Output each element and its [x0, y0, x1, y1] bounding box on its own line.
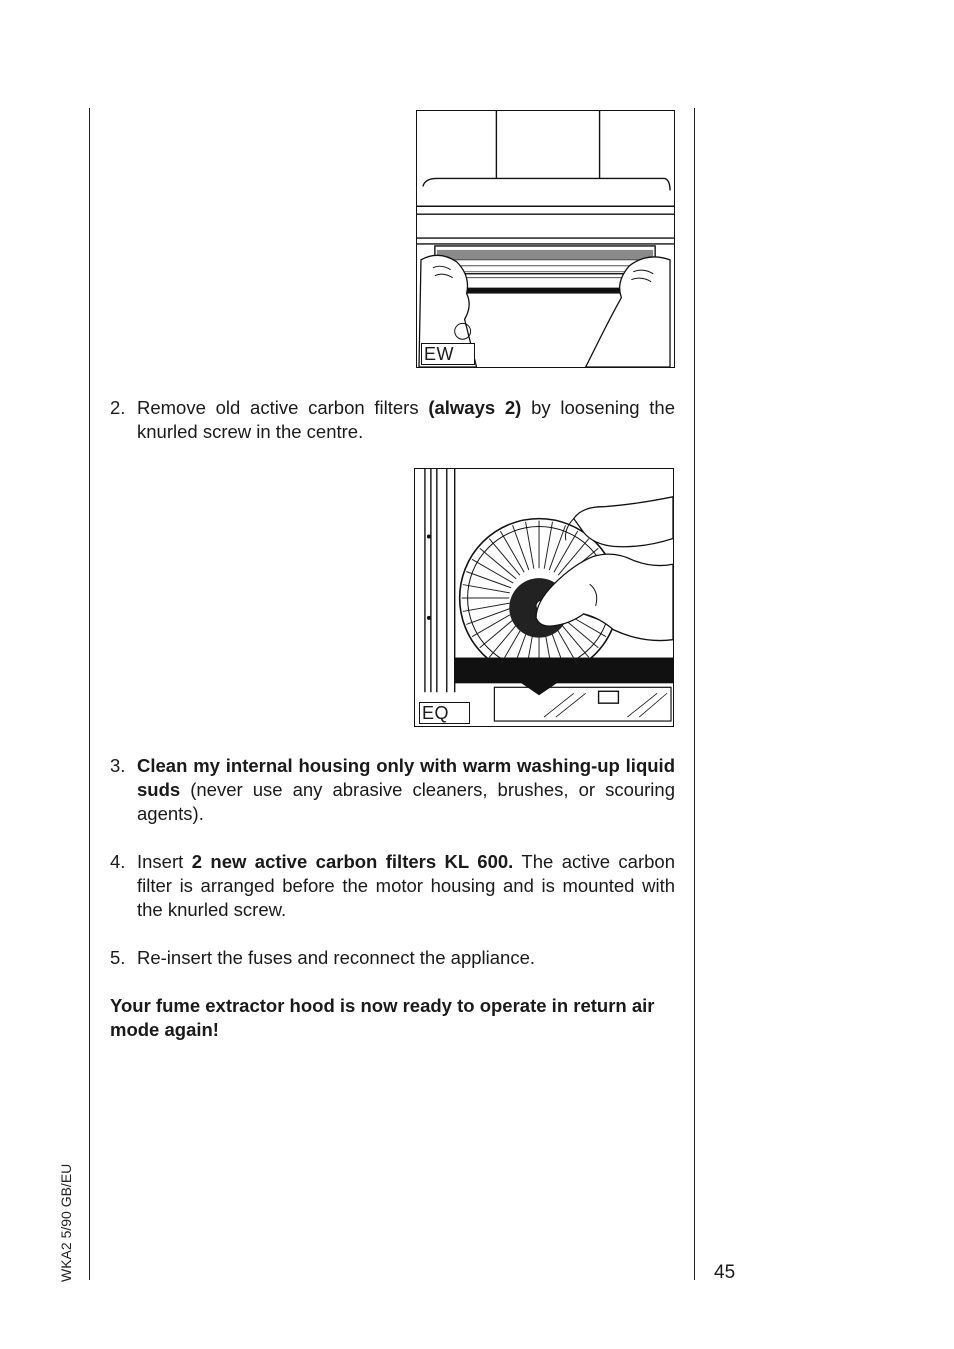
figure-eq — [414, 468, 674, 727]
closing-statement: Your fume extractor hood is now ready to operate in return air mode again! — [110, 995, 655, 1040]
filter-spoke — [544, 522, 552, 569]
step-3-text-part: (never use any abrasive cleaners, brushes, or scouring agents). — [137, 779, 675, 824]
step-5 — [110, 946, 675, 970]
step-2-text-part: Remove old active carbon filters — [137, 397, 429, 418]
step-2-text — [137, 396, 675, 444]
carbon-filter-illustration — [415, 469, 673, 726]
step-5-text-part: Re-insert the fuses and reconnect the appliance. — [137, 947, 535, 968]
step-3-text — [137, 754, 675, 826]
step-2-text-part: by loosening the knurled screw in the centre. — [137, 397, 675, 442]
figure-ew — [416, 110, 675, 368]
step-2-bold-part: (always 2) — [428, 397, 522, 418]
left-margin-rule — [89, 108, 90, 1280]
filter-spoke — [526, 522, 534, 569]
step-4-bold-part: 2 new active carbon filters KL 600. — [191, 851, 514, 872]
step-3-number: 3. — [110, 755, 126, 776]
figure-eq-label: EQ — [419, 702, 470, 724]
step-4 — [110, 850, 675, 922]
step-4-number: 4. — [110, 851, 126, 872]
step-3 — [110, 754, 675, 826]
filter-spoke — [463, 585, 510, 593]
step-5-number: 5. — [110, 947, 126, 968]
page-number: 45 — [714, 1262, 736, 1283]
step-4-text — [137, 850, 675, 922]
right-margin-rule — [694, 108, 695, 1280]
step-2-number: 2. — [110, 397, 126, 418]
filter-spoke — [513, 525, 529, 570]
filter-spoke — [466, 572, 511, 588]
filter-spoke — [466, 608, 511, 624]
step-3-bold-part: Clean my internal housing only with warm washing-up liquid suds — [137, 755, 675, 800]
filter-spoke — [549, 525, 565, 570]
step-4-text-part: The active carbon filter is arranged before the motor housing and is mounted with the knurled screw. — [137, 851, 675, 920]
step-2 — [110, 396, 675, 444]
step-5-text — [137, 946, 675, 970]
filter-spoke — [463, 603, 510, 611]
step-4-text-part: Insert — [137, 851, 192, 872]
hood-filter-illustration — [417, 111, 674, 367]
figure-ew-label: EW — [421, 343, 475, 365]
document-code: WKA2 5/90 GB/EU — [58, 1163, 74, 1282]
